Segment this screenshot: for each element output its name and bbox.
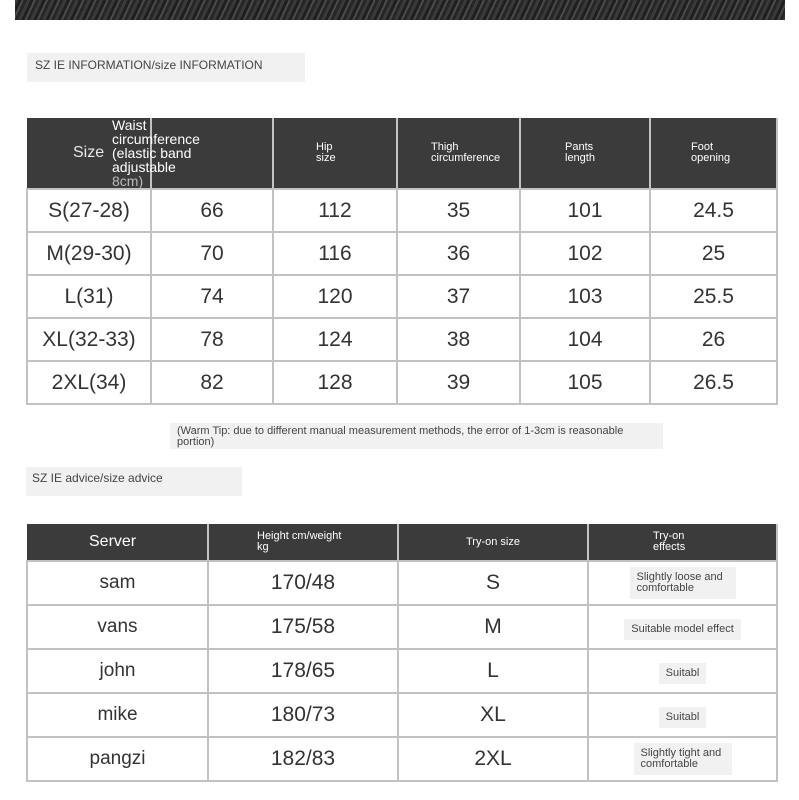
height-weight-cell: 170/48 — [208, 561, 398, 605]
pants-length-cell: 102 — [520, 232, 650, 275]
header-tryon-effects — [588, 524, 777, 561]
header-server: Server — [27, 524, 208, 561]
size-cell: M(29-30) — [27, 232, 151, 275]
header-tryon-size: Try-on size — [398, 524, 588, 561]
waist-cell: 78 — [151, 318, 273, 361]
tryon-effect-cell — [588, 693, 777, 737]
tryon-size-cell: 2XL — [398, 737, 588, 781]
hip-cell: 120 — [273, 275, 397, 318]
tryon-effect-cell — [588, 605, 777, 649]
hip-cell: 128 — [273, 361, 397, 404]
size-chart-table — [26, 118, 778, 405]
thigh-cell: 39 — [397, 361, 520, 404]
hip-cell: 124 — [273, 318, 397, 361]
server-name-cell: sam — [27, 561, 208, 605]
header-height-line1: Height cm/weight — [257, 530, 342, 542]
header-hip-line2: size — [316, 152, 336, 164]
size-information-label: SZ IE INFORMATION/size INFORMATION — [27, 53, 305, 82]
header-thigh-line1: Thigh — [431, 141, 459, 153]
waist-cell: 66 — [151, 189, 273, 232]
tryon-effect-cell — [588, 737, 777, 781]
size-cell: S(27-28) — [27, 189, 151, 232]
waist-cell: 74 — [151, 275, 273, 318]
table-row — [27, 649, 777, 693]
height-weight-cell: 175/58 — [208, 605, 398, 649]
tryon-size-cell: M — [398, 605, 588, 649]
header-hip-line1: Hip — [316, 141, 333, 153]
header-size: Size — [27, 118, 151, 189]
tryon-size-cell: XL — [398, 693, 588, 737]
table-row — [27, 318, 777, 361]
table-row — [27, 561, 777, 605]
header-height-line2: kg — [257, 541, 269, 553]
foot-opening-cell: 25 — [650, 232, 777, 275]
header-foot-line2: opening — [691, 152, 731, 164]
header-pants-line2: length — [565, 152, 595, 164]
pants-length-cell: 103 — [520, 275, 650, 318]
foot-opening-cell: 26 — [650, 318, 777, 361]
thigh-cell: 35 — [397, 189, 520, 232]
table-row — [27, 737, 777, 781]
hip-cell: 116 — [273, 232, 397, 275]
thigh-cell: 38 — [397, 318, 520, 361]
table-row — [27, 189, 777, 232]
header-thigh — [397, 118, 520, 189]
server-name-cell: vans — [27, 605, 208, 649]
thigh-cell: 37 — [397, 275, 520, 318]
waist-cell: 82 — [151, 361, 273, 404]
pants-length-cell: 104 — [520, 318, 650, 361]
header-waist — [112, 117, 273, 189]
size-cell: L(31) — [27, 275, 151, 318]
header-pants — [520, 118, 650, 189]
foot-opening-cell: 25.5 — [650, 275, 777, 318]
warm-tip-note: (Warm Tip: due to different manual measurement methods, the error of 1-3cm is reasonable portion) — [170, 423, 663, 449]
size-cell: XL(32-33) — [27, 318, 151, 361]
pants-length-cell: 105 — [520, 361, 650, 404]
table-row — [27, 361, 777, 404]
product-photo-strip — [15, 0, 785, 20]
tryon-effect-text: Slightly tight and comfortable — [634, 743, 732, 775]
foot-opening-cell: 26.5 — [650, 361, 777, 404]
table-row — [27, 232, 777, 275]
size-advice-label: SZ IE advice/size advice — [26, 467, 242, 496]
tryon-effect-text: Suitabl — [659, 707, 707, 728]
header-foot — [650, 118, 777, 189]
table-row — [27, 275, 777, 318]
header-effects-line1: Try-on — [653, 530, 685, 542]
server-name-cell: john — [27, 649, 208, 693]
size-table-header — [27, 118, 777, 189]
header-foot-line1: Foot — [691, 141, 714, 153]
header-waist-line3: 8cm) — [112, 173, 144, 189]
hip-cell: 112 — [273, 189, 397, 232]
tryon-effect-text: Suitable model effect — [624, 619, 741, 640]
height-weight-cell: 180/73 — [208, 693, 398, 737]
header-waist-line1: Waist circumference — [112, 117, 200, 147]
pants-length-cell: 101 — [520, 189, 650, 232]
tryon-effect-text: Slightly loose and comfortable — [630, 567, 736, 599]
tryon-size-cell: L — [398, 649, 588, 693]
table-row — [27, 693, 777, 737]
waist-cell: 70 — [151, 232, 273, 275]
height-weight-cell: 182/83 — [208, 737, 398, 781]
header-hip — [273, 118, 397, 189]
foot-opening-cell: 24.5 — [650, 189, 777, 232]
tryon-effect-text: Suitabl — [659, 663, 707, 684]
header-height-weight — [208, 524, 398, 561]
height-weight-cell: 178/65 — [208, 649, 398, 693]
header-waist-line2: (elastic band adjustable — [112, 145, 192, 175]
size-cell: 2XL(34) — [27, 361, 151, 404]
table-row — [27, 605, 777, 649]
size-advice-table — [26, 524, 778, 782]
advice-table-header — [27, 524, 777, 561]
header-effects-line2: effects — [653, 541, 686, 553]
tryon-size-cell: S — [398, 561, 588, 605]
tryon-effect-cell — [588, 561, 777, 605]
server-name-cell: pangzi — [27, 737, 208, 781]
tryon-effect-cell — [588, 649, 777, 693]
thigh-cell: 36 — [397, 232, 520, 275]
header-pants-line1: Pants — [565, 141, 594, 153]
header-thigh-line2: circumference — [431, 152, 501, 164]
server-name-cell: mike — [27, 693, 208, 737]
